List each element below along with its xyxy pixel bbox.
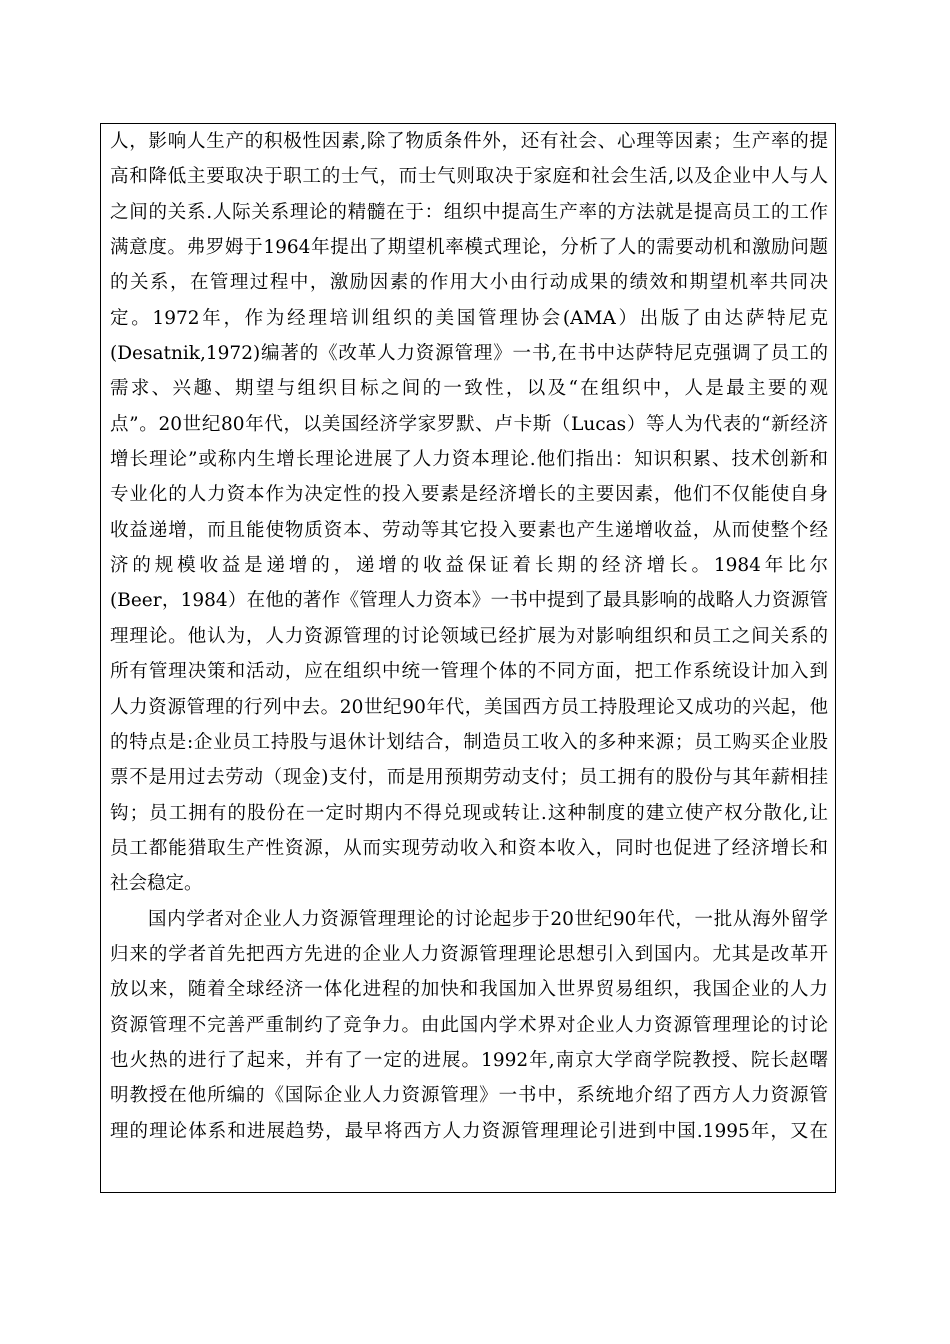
text-line: 也火热的进行了起来，并有了一定的进展。1992年,南京大学商学院教授、院长赵曙 — [110, 1049, 828, 1071]
text-line: 增长理论”或称内生增长理论进展了人力资本理论.他们指出：知识积累、技术创新和 — [110, 449, 828, 471]
text-line: 放以来，随着全球经济一体化进程的加快和我国加入世界贸易组织，我国企业的人力 — [110, 979, 828, 1001]
text-line: 社会稳定。 — [110, 873, 203, 895]
text-line: 钩；员工拥有的股份在一定时期内不得兑现或转让.这种制度的建立使产权分散化,让 — [110, 802, 828, 824]
text-line: 需求、兴趣、期望与组织目标之间的一致性，以及“在组织中，人是最主要的观 — [110, 378, 828, 400]
text-line: 人，影响人生产的积极性因素,除了物质条件外，还有社会、心理等因素；生产率的提 — [110, 131, 828, 152]
text-line: 票不是用过去劳动（现金)支付，而是用预期劳动支付；员工拥有的股份与其年薪相挂 — [110, 767, 828, 789]
text-line: 员工都能猎取生产性资源，从而实现劳动收入和资本收入，同时也促进了经济增长和 — [110, 837, 828, 859]
text-line: 高和降低主要取决于职工的士气，而士气则取决于家庭和社会生活,以及企业中人与人 — [110, 166, 828, 188]
text-line: 济的规模收益是递增的，递增的收益保证着长期的经济增长。1984年比尔 — [110, 555, 828, 577]
text-line: 的特点是:企业员工持股与退休计划结合，制造员工收入的多种来源；员工购买企业股 — [110, 731, 828, 753]
text-line: 点”。20世纪80年代，以美国经济学家罗默、卢卡斯（Lucas）等人为代表的“新经济 — [110, 413, 828, 435]
text-line: 定。1972年，作为经理培训组织的美国管理协会(AMA）出版了由达萨特尼克 — [110, 307, 828, 329]
text-line: 归来的学者首先把西方先进的企业人力资源管理理论思想引入到国内。尤其是改革开 — [110, 943, 828, 965]
text-line: 国内学者对企业人力资源管理理论的讨论起步于20世纪90年代，一批从海外留学 — [148, 908, 828, 930]
text-line: 之间的关系.人际关系理论的精髓在于：组织中提高生产率的方法就是提高员工的工作 — [110, 201, 828, 223]
paragraph-1 — [110, 124, 828, 902]
text-line: 收益递增，而且能使物质资本、劳动等其它投入要素也产生递增收益，从而使整个经 — [110, 519, 828, 541]
text-line: 理的理论体系和进展趋势，最早将西方人力资源管理理论引进到中国.1995年，又在 — [110, 1120, 828, 1142]
text-line: (Beer，1984）在他的著作《管理人力资本》一书中提到了最具影响的战略人力资源管 — [110, 590, 828, 612]
text-line: 人力资源管理的行列中去。20世纪90年代，美国西方员工持股理论又成功的兴起，他 — [110, 696, 828, 718]
text-line: 专业化的人力资本作为决定性的投入要素是经济增长的主要因素，他们不仅能使自身 — [110, 484, 828, 506]
document-text-box — [100, 123, 836, 1193]
text-line: 理理论。他认为，人力资源管理的讨论领域已经扩展为对影响组织和员工之间关系的 — [110, 625, 828, 647]
text-line: 资源管理不完善严重制约了竞争力。由此国内学术界对企业人力资源管理理论的讨论 — [110, 1014, 828, 1036]
paragraph-2 — [110, 902, 828, 1149]
text-line: (Desatnik,1972)编著的《改革人力资源管理》一书,在书中达萨特尼克强调了员工的 — [110, 343, 828, 365]
text-line: 的关系，在管理过程中，激励因素的作用大小由行动成果的绩效和期望机率共同决 — [110, 272, 828, 294]
text-line: 所有管理决策和活动，应在组织中统一管理个体的不同方面，把工作系统设计加入到 — [110, 661, 828, 683]
text-line: 明教授在他所编的《国际企业人力资源管理》一书中，系统地介绍了西方人力资源管 — [110, 1085, 828, 1107]
text-line: 满意度。弗罗姆于1964年提出了期望机率模式理论，分析了人的需要动机和激励问题 — [110, 237, 828, 259]
